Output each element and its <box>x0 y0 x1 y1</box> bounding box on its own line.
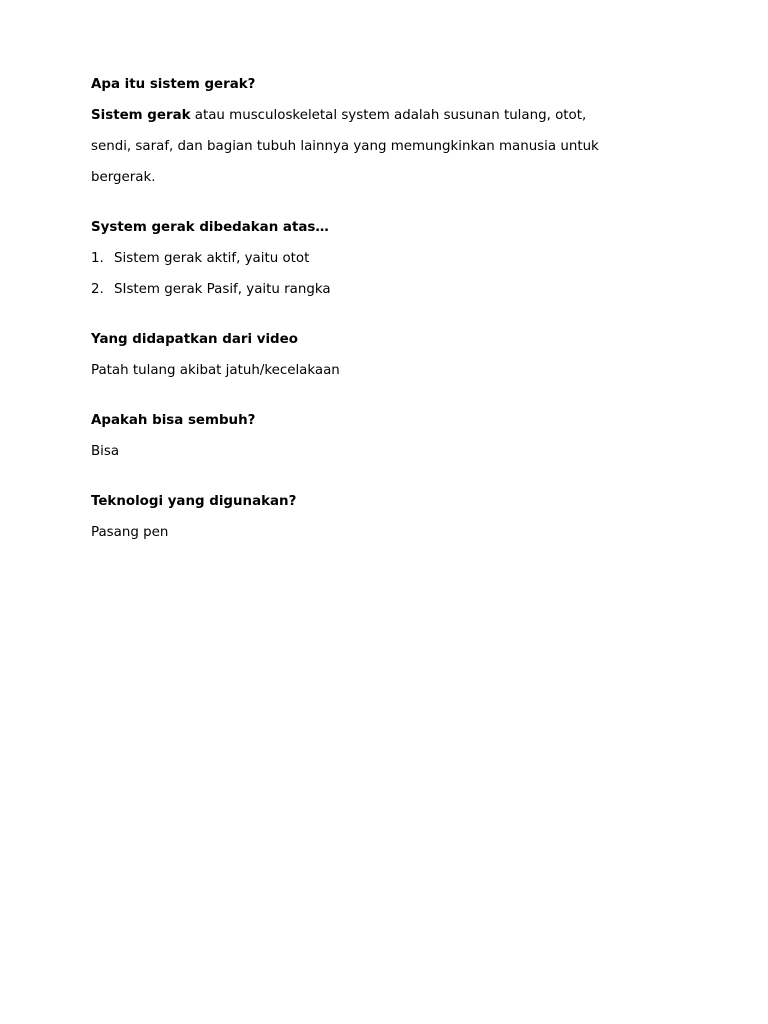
section-sembuh <box>91 411 691 462</box>
definition-line-1 <box>91 106 691 126</box>
list-item-text: Sistem gerak aktif, yaitu otot <box>114 251 310 266</box>
list-item-text: SIstem gerak Pasif, yaitu rangka <box>114 282 331 297</box>
list-number: 2. <box>91 282 104 297</box>
section-pembagian <box>91 218 691 300</box>
list-item <box>91 280 691 300</box>
document-page <box>91 75 691 543</box>
list-number: 1. <box>91 251 104 266</box>
definition-line-3: bergerak. <box>91 170 156 185</box>
heading-bisa-sembuh: Apakah bisa sembuh? <box>91 413 256 428</box>
definition-line-1-text: atau musculoskeletal system adalah susunan tulang, otot, <box>190 108 587 123</box>
bold-term: Sistem gerak <box>91 108 191 123</box>
answer-video: Patah tulang akibat jatuh/kecelakaan <box>91 363 340 378</box>
section-video <box>91 330 691 381</box>
answer-sembuh: Bisa <box>91 444 120 459</box>
definition-line-2: sendi, saraf, dan bagian tubuh lainnya yang memungkinkan manusia untuk <box>91 139 599 154</box>
section-sistem-gerak <box>91 75 691 188</box>
heading-teknologi: Teknologi yang digunakan? <box>91 494 297 509</box>
heading-apa-itu-sistem-gerak: Apa itu sistem gerak? <box>91 77 256 92</box>
heading-dibedakan-atas: System gerak dibedakan atas… <box>91 220 329 235</box>
section-teknologi <box>91 492 691 543</box>
heading-dari-video: Yang didapatkan dari video <box>91 332 298 347</box>
answer-teknologi: Pasang pen <box>91 525 169 540</box>
list-item <box>91 249 691 269</box>
